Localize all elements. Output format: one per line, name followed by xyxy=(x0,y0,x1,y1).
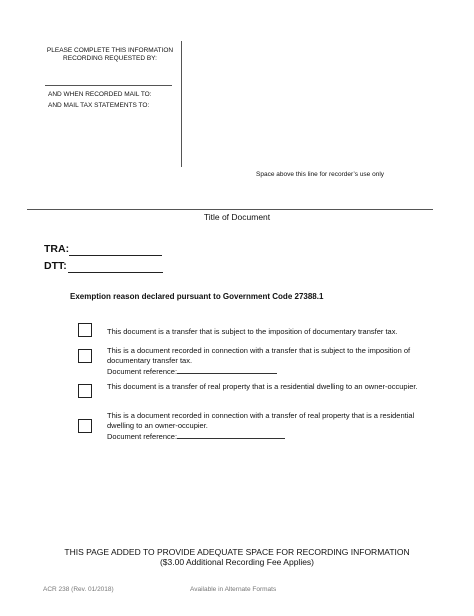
exemption-option-2-label: This is a document recorded in connection with a transfer that is subject to the imposition of documentary transfer tax. xyxy=(107,346,411,365)
footer-notice-line1: THIS PAGE ADDED TO PROVIDE ADEQUATE SPACE FOR RECORDING INFORMATION xyxy=(64,547,410,557)
tra-label: TRA: xyxy=(44,243,70,255)
alternate-formats-note: Available in Alternate Formats xyxy=(190,586,277,593)
dtt-field[interactable] xyxy=(68,272,163,273)
exemption-checkbox-4[interactable] xyxy=(78,419,92,433)
exemption-option-1-text xyxy=(107,327,427,337)
recording-requested-line2: RECORDING REQUESTED BY: xyxy=(63,55,157,62)
exemption-heading: Exemption reason declared pursuant to Government Code 27388.1 xyxy=(70,292,324,301)
dtt-label: DTT: xyxy=(44,260,67,272)
exemption-checkbox-2[interactable] xyxy=(78,349,92,363)
mail-to-label: AND WHEN RECORDED MAIL TO: xyxy=(48,91,152,98)
exemption-option-2-text xyxy=(107,346,427,377)
exemption-option-2-reference-label: Document reference: xyxy=(107,367,178,376)
exemption-option-4-reference-label: Document reference: xyxy=(107,432,178,441)
exemption-checkbox-1[interactable] xyxy=(78,323,92,337)
exemption-option-3-text xyxy=(107,382,427,392)
form-id: ACR 238 (Rev. 01/2018) xyxy=(43,586,114,593)
recording-requested-line1: PLEASE COMPLETE THIS INFORMATION xyxy=(46,47,174,54)
title-of-document: Title of Document xyxy=(203,212,271,222)
exemption-option-3-label: This document is a transfer of real property that is a residential dwelling to an owner-occupier. xyxy=(107,382,418,391)
tax-statements-label: AND MAIL TAX STATEMENTS TO: xyxy=(48,102,150,109)
recorder-area-divider xyxy=(181,41,182,167)
exemption-option-2-reference-field[interactable] xyxy=(177,365,277,374)
recorder-use-note: Space above this line for recorder’s use only xyxy=(256,171,385,178)
exemption-option-4-label: This is a document recorded in connection with a transfer of real property that is a residential dwelling to an owner-occupier. xyxy=(107,411,415,430)
exemption-option-1-label: This document is a transfer that is subject to the imposition of documentary transfer tax. xyxy=(107,327,398,336)
exemption-checkbox-3[interactable] xyxy=(78,384,92,398)
exemption-option-4-reference-field[interactable] xyxy=(177,430,285,439)
tra-field[interactable] xyxy=(69,255,162,256)
exemption-option-4-text xyxy=(107,411,427,442)
footer-notice-line2: ($3.00 Additional Recording Fee Applies) xyxy=(159,557,315,567)
recorder-space-line xyxy=(27,209,433,210)
recording-requested-line xyxy=(45,85,172,86)
